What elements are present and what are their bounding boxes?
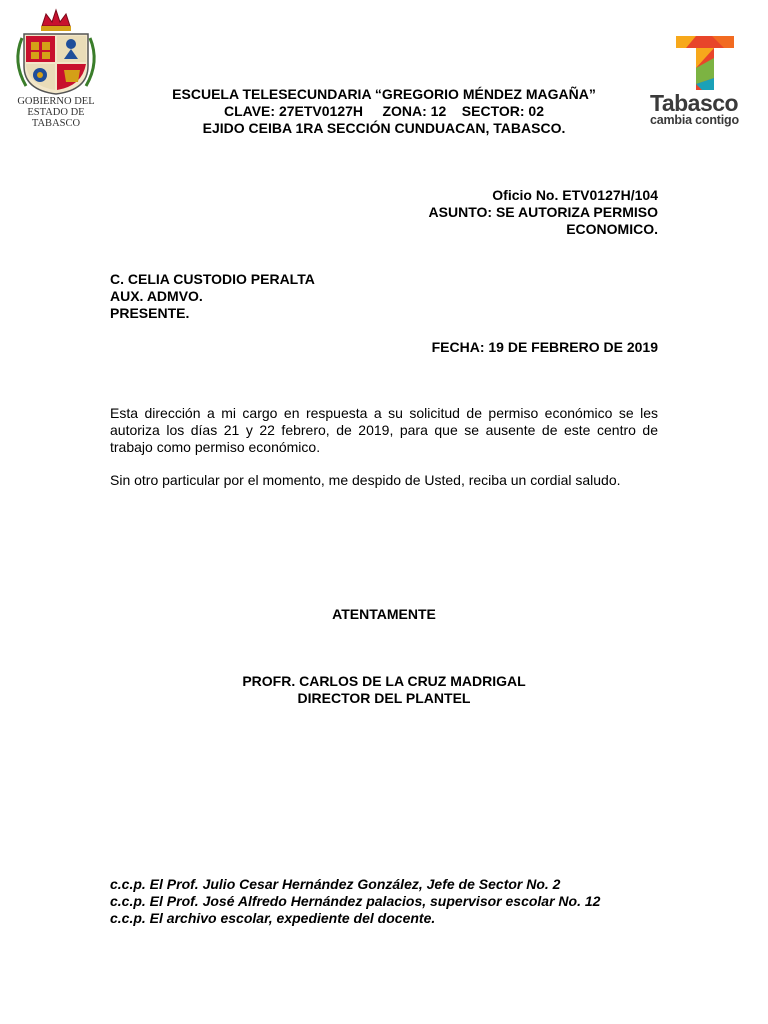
body-paragraph-1: Esta dirección a mi cargo en respuesta a su solicitud de permiso económico se les autoriza los días 21 y 22 febrero, de 2019, para que se ausente de este centro de trabajo como permiso económico. bbox=[110, 405, 658, 455]
ccp-line-3: c.c.p. El archivo escolar, expediente del docente. bbox=[110, 910, 436, 926]
recipient-position: AUX. ADMVO. bbox=[110, 288, 203, 304]
tabasco-brand-logo bbox=[650, 34, 760, 134]
recipient-presente: PRESENTE. bbox=[110, 305, 190, 321]
tabasco-brand-name: Tabasco bbox=[650, 90, 739, 116]
signature-block bbox=[110, 673, 658, 707]
ccp-line-1: c.c.p. El Prof. Julio Cesar Hernández González, Jefe de Sector No. 2 bbox=[110, 876, 561, 892]
tabasco-t-icon bbox=[650, 34, 760, 92]
recipient-name: C. CELIA CUSTODIO PERALTA bbox=[110, 271, 315, 287]
oficio-number: Oficio No. ETV0127H/104 bbox=[492, 187, 658, 203]
signer-title: DIRECTOR DEL PLANTEL bbox=[297, 690, 471, 706]
asunto-line-2: ECONOMICO. bbox=[566, 221, 658, 237]
school-name: ESCUELA TELESECUNDARIA “GREGORIO MÉNDEZ MAGAÑA” bbox=[172, 86, 596, 102]
signer-name: PROFR. CARLOS DE LA CRUZ MADRIGAL bbox=[242, 673, 526, 689]
body-paragraph-2: Sin otro particular por el momento, me despido de Usted, reciba un cordial saludo. bbox=[110, 472, 621, 488]
coat-of-arms-icon bbox=[8, 4, 104, 96]
gov-text-line-3: TABASCO bbox=[31, 118, 81, 129]
letterhead bbox=[110, 86, 658, 137]
tabasco-brand-slogan: cambia contigo bbox=[650, 113, 739, 127]
gov-text-line-2: ESTADO DE bbox=[27, 107, 85, 118]
school-codes: CLAVE: 27ETV0127H ZONA: 12 SECTOR: 02 bbox=[223, 103, 545, 119]
government-logo-text bbox=[8, 96, 104, 129]
school-address: EJIDO CEIBA 1RA SECCIÓN CUNDUACAN, TABASCO. bbox=[202, 120, 566, 136]
closing-atentamente: ATENTAMENTE bbox=[332, 606, 436, 622]
government-logo bbox=[8, 4, 104, 136]
ccp-list bbox=[110, 876, 690, 927]
letter-date: FECHA: 19 DE FEBRERO DE 2019 bbox=[431, 339, 658, 355]
gov-text-line-1: GOBIERNO DEL bbox=[17, 96, 95, 107]
ccp-line-2: c.c.p. El Prof. José Alfredo Hernández palacios, supervisor escolar No. 12 bbox=[110, 893, 601, 909]
recipient-block bbox=[110, 271, 510, 322]
reference-block bbox=[300, 187, 658, 238]
asunto-line-1: ASUNTO: SE AUTORIZA PERMISO bbox=[428, 204, 658, 220]
